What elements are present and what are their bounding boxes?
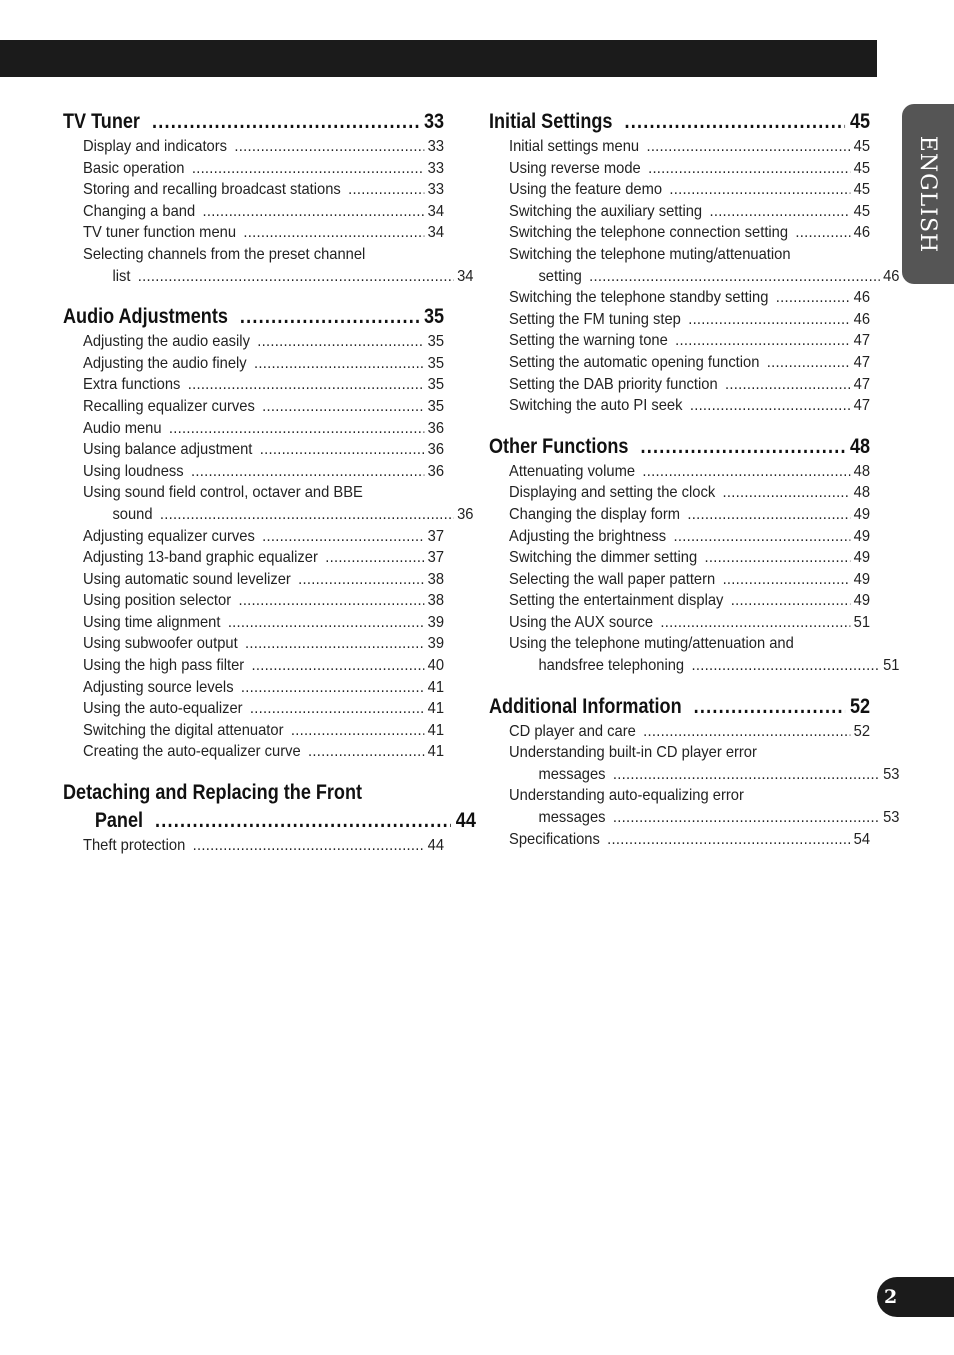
toc-entry[interactable]	[509, 136, 870, 158]
entry-text: Setting the entertainment display	[509, 592, 724, 610]
section-title: Other Functions	[489, 434, 629, 458]
toc-entry[interactable]	[83, 461, 444, 483]
entry-text: Audio menu	[83, 419, 162, 437]
toc-entry[interactable]	[509, 633, 841, 655]
entry-text: Basic operation	[83, 159, 185, 177]
toc-entry[interactable]	[509, 158, 870, 180]
entry-text: Using the AUX source	[509, 613, 654, 631]
entry-page: 37	[427, 549, 445, 567]
leader-dots	[694, 693, 845, 721]
leader-dots	[238, 590, 424, 612]
toc-items	[489, 721, 900, 851]
toc-entry[interactable]	[83, 741, 444, 763]
toc-entry[interactable]	[83, 569, 444, 591]
leader-dots	[308, 741, 424, 763]
leader-dots	[325, 547, 424, 569]
toc-entry[interactable]	[83, 612, 444, 634]
toc-entry[interactable]	[83, 158, 444, 180]
toc-entry[interactable]	[83, 439, 444, 461]
entry-text: Adjusting equalizer curves	[83, 527, 255, 545]
section-title: TV Tuner	[63, 110, 140, 133]
entry-text: Understanding auto-equalizing error	[509, 787, 744, 805]
toc-entry[interactable]	[509, 352, 870, 374]
entry-page: 45	[853, 202, 871, 220]
toc-entry[interactable]	[83, 353, 444, 375]
entry-page: 49	[853, 505, 871, 523]
leader-dots	[191, 461, 424, 483]
leader-dots	[241, 677, 424, 699]
entry-page: 33	[427, 138, 445, 155]
section-title-cont: Panel	[94, 809, 144, 833]
entry-text: Using reverse mode	[509, 159, 641, 177]
entry-page: 48	[853, 484, 871, 502]
toc-entry[interactable]	[509, 547, 870, 569]
toc-entry-cont[interactable]	[509, 764, 899, 786]
leader-dots	[155, 807, 451, 835]
leader-dots	[160, 504, 453, 526]
entry-text: CD player and care	[509, 722, 636, 740]
entry-page: 41	[427, 721, 445, 739]
leader-dots	[202, 201, 423, 223]
leader-dots	[589, 266, 879, 288]
entry-text-cont: handsfree telephoning	[538, 657, 685, 675]
toc-entry[interactable]	[509, 309, 870, 331]
entry-text: Using automatic sound levelizer	[83, 570, 291, 588]
toc-entry[interactable]	[83, 179, 444, 201]
leader-dots	[669, 179, 850, 201]
toc-entry[interactable]	[509, 482, 870, 504]
leader-dots	[642, 461, 850, 483]
toc-entry-cont[interactable]	[83, 504, 473, 526]
entry-page: 35	[427, 333, 445, 351]
entry-text: Adjusting the brightness	[509, 527, 667, 545]
section-page: 44	[455, 809, 476, 833]
entry-text: Extra functions	[83, 376, 181, 394]
entry-page: 36	[427, 462, 445, 480]
entry-text: Understanding built-in CD player error	[509, 744, 757, 762]
section-heading[interactable]	[489, 108, 870, 136]
entry-text: Using loudness	[83, 462, 184, 480]
leader-dots	[723, 482, 850, 504]
toc-entry[interactable]	[509, 287, 870, 309]
leader-dots	[688, 309, 850, 331]
leader-dots	[348, 179, 424, 201]
toc-entry[interactable]	[83, 136, 444, 158]
entry-text: Setting the FM tuning step	[509, 310, 681, 328]
entry-text: Theft protection	[83, 837, 186, 855]
entry-text: Using the telephone muting/attenuation and	[509, 635, 794, 653]
language-tab	[902, 104, 954, 284]
toc-entry[interactable]	[509, 504, 870, 526]
toc-entry-cont[interactable]	[509, 807, 899, 829]
entry-text: Attenuating volume	[509, 462, 636, 480]
section-heading[interactable]	[489, 693, 870, 721]
leader-dots	[795, 222, 850, 244]
toc-entry[interactable]	[509, 569, 870, 591]
section-title: Additional Information	[489, 694, 682, 718]
entry-page: 49	[853, 592, 871, 610]
toc-entry[interactable]	[509, 721, 870, 743]
section-page: 35	[423, 305, 445, 329]
entry-text-cont: sound	[112, 505, 153, 523]
entry-text: Using time alignment	[83, 613, 221, 631]
entry-text: Switching the digital attenuator	[83, 721, 284, 739]
leader-dots	[675, 330, 850, 352]
toc-entry[interactable]	[509, 330, 870, 352]
entry-page: 37	[427, 527, 445, 545]
entry-page: 34	[457, 267, 474, 285]
entry-text: Selecting channels from the preset channel	[83, 245, 366, 263]
toc-entry[interactable]	[83, 720, 444, 742]
section-title: Initial Settings	[489, 110, 613, 133]
entry-page: 41	[427, 700, 445, 718]
entry-text: Switching the telephone connection setting	[509, 224, 789, 242]
entry-text: Changing the display form	[509, 505, 681, 523]
leader-dots	[613, 807, 880, 829]
entry-text: Switching the auxiliary setting	[509, 202, 703, 220]
leader-dots	[690, 395, 850, 417]
section-page: 52	[849, 694, 871, 718]
toc-entry[interactable]	[83, 835, 444, 857]
entry-text: Display and indicators	[83, 138, 228, 155]
toc-items	[63, 835, 444, 857]
entry-page: 34	[427, 224, 445, 242]
entry-page: 46	[883, 267, 900, 285]
section-heading[interactable]	[63, 779, 444, 807]
section-page: 45	[849, 110, 871, 133]
entry-page: 52	[853, 722, 871, 740]
entry-text: Recalling equalizer curves	[83, 397, 255, 415]
toc-section	[63, 779, 476, 857]
leader-dots	[705, 547, 850, 569]
toc-column-left	[63, 108, 476, 873]
entry-text: Selecting the wall paper pattern	[509, 570, 716, 588]
entry-page: 35	[427, 354, 445, 372]
leader-dots	[254, 353, 424, 375]
entry-page: 35	[427, 397, 445, 415]
language-tab-label: ENGLISH	[915, 135, 941, 253]
toc-column-right	[489, 108, 900, 866]
toc-entry[interactable]	[509, 461, 870, 483]
leader-dots	[624, 108, 844, 136]
leader-dots	[234, 136, 424, 158]
section-title: Audio Adjustments	[63, 305, 228, 329]
toc-entry[interactable]	[83, 222, 444, 244]
leader-dots	[257, 331, 424, 353]
toc-entry[interactable]	[83, 244, 415, 266]
leader-dots	[607, 829, 850, 851]
toc-entry[interactable]	[83, 418, 444, 440]
toc-entry[interactable]	[83, 547, 444, 569]
toc-entry[interactable]	[83, 331, 444, 353]
leader-dots	[291, 720, 424, 742]
entry-page: 48	[853, 462, 871, 480]
entry-text: Setting the automatic opening function	[509, 353, 760, 371]
toc-entry[interactable]	[83, 201, 444, 223]
entry-page: 36	[427, 419, 445, 437]
entry-page: 51	[853, 613, 871, 631]
leader-dots	[193, 835, 424, 857]
leader-dots	[228, 612, 424, 634]
leader-dots	[262, 526, 424, 548]
toc-entry-cont[interactable]	[509, 655, 899, 677]
toc-items	[489, 136, 900, 417]
toc-entry[interactable]	[509, 829, 870, 851]
entry-page: 49	[853, 527, 871, 545]
toc-entry[interactable]	[83, 482, 415, 504]
leader-dots	[725, 374, 850, 396]
entry-page: 47	[853, 332, 871, 350]
leader-dots	[138, 266, 454, 288]
entry-text: Using the auto-equalizer	[83, 700, 243, 718]
entry-text: Displaying and setting the clock	[509, 484, 716, 502]
entry-text: Setting the warning tone	[509, 332, 668, 350]
entry-page: 46	[853, 310, 871, 328]
section-page: 48	[849, 434, 871, 458]
leader-dots	[767, 352, 850, 374]
entry-text: Switching the telephone standby setting	[509, 289, 769, 307]
entry-page: 53	[883, 809, 900, 827]
page-number: 2	[884, 1286, 898, 1308]
leader-dots	[613, 764, 880, 786]
toc-entry[interactable]	[509, 612, 870, 634]
toc-items	[63, 136, 474, 287]
toc-entry[interactable]	[509, 785, 841, 807]
toc-entry-cont[interactable]	[83, 266, 473, 288]
toc-entry[interactable]	[509, 201, 870, 223]
leader-dots	[245, 633, 424, 655]
entry-text: Storing and recalling broadcast stations	[83, 181, 341, 199]
entry-page: 47	[853, 375, 871, 393]
entry-text: Using subwoofer output	[83, 635, 238, 653]
entry-page: 39	[427, 635, 445, 653]
entry-page: 49	[853, 570, 871, 588]
toc-section	[63, 303, 474, 763]
entry-text: Using the high pass filter	[83, 657, 245, 675]
leader-dots	[660, 612, 850, 634]
entry-text: Using position selector	[83, 592, 232, 610]
entry-page: 38	[427, 592, 445, 610]
entry-page: 38	[427, 570, 445, 588]
section-heading[interactable]	[489, 433, 870, 461]
toc-section	[489, 108, 900, 417]
entry-text: Using balance adjustment	[83, 441, 253, 459]
toc-entry[interactable]	[509, 395, 870, 417]
entry-page: 49	[853, 549, 871, 567]
entry-text-cont: messages	[538, 809, 606, 827]
entry-text: Changing a band	[83, 202, 196, 220]
entry-text: Adjusting the audio finely	[83, 354, 247, 372]
toc-entry[interactable]	[509, 222, 870, 244]
entry-text: Using the feature demo	[509, 181, 663, 199]
section-heading[interactable]	[63, 108, 444, 136]
entry-text-cont: messages	[538, 765, 606, 783]
leader-dots	[687, 504, 850, 526]
leader-dots	[641, 433, 845, 461]
leader-dots	[240, 303, 419, 331]
toc-entry[interactable]	[83, 655, 444, 677]
entry-page: 45	[853, 138, 871, 155]
leader-dots	[731, 590, 850, 612]
section-heading-cont[interactable]	[63, 807, 476, 835]
leader-dots	[250, 698, 424, 720]
entry-page: 47	[853, 353, 871, 371]
leader-dots	[243, 222, 424, 244]
leader-dots	[643, 721, 850, 743]
entry-page: 40	[427, 657, 445, 675]
entry-page: 33	[427, 159, 445, 177]
entry-text: Setting the DAB priority function	[509, 375, 718, 393]
entry-page: 54	[853, 830, 871, 848]
entry-page: 35	[427, 376, 445, 394]
entry-text: Switching the dimmer setting	[509, 549, 698, 567]
section-title: Detaching and Replacing the Front	[63, 781, 363, 805]
entry-text: Switching the telephone muting/attenuation	[509, 245, 791, 263]
leader-dots	[298, 569, 424, 591]
entry-page: 45	[853, 181, 871, 199]
entry-page: 34	[427, 202, 445, 220]
entry-text: Specifications	[509, 830, 600, 848]
entry-page: 41	[427, 743, 445, 761]
toc-section	[63, 108, 474, 287]
entry-text: Creating the auto-equalizer curve	[83, 743, 301, 761]
toc-entry[interactable]	[83, 590, 444, 612]
toc-entry[interactable]	[83, 396, 444, 418]
toc-entry[interactable]	[509, 526, 870, 548]
leader-dots	[152, 108, 419, 136]
entry-page: 33	[427, 181, 445, 199]
leader-dots	[648, 158, 850, 180]
entry-page: 53	[883, 765, 900, 783]
toc-entry[interactable]	[83, 698, 444, 720]
toc-entry[interactable]	[83, 633, 444, 655]
toc-entry[interactable]	[83, 677, 444, 699]
toc-entry[interactable]	[509, 374, 870, 396]
entry-page: 36	[427, 441, 445, 459]
toc-entry[interactable]	[509, 179, 870, 201]
toc-entry[interactable]	[509, 742, 841, 764]
leader-dots	[188, 374, 424, 396]
entry-text: Adjusting the audio easily	[83, 333, 250, 351]
section-heading[interactable]	[63, 303, 444, 331]
entry-text: Using sound field control, octaver and BBE	[83, 484, 363, 502]
leader-dots	[260, 439, 424, 461]
entry-page: 41	[427, 678, 445, 696]
toc-entry[interactable]	[83, 526, 444, 548]
entry-text: Initial settings menu	[509, 138, 640, 155]
leader-dots	[192, 158, 424, 180]
toc-entry-cont[interactable]	[509, 266, 899, 288]
entry-page: 45	[853, 159, 871, 177]
entry-page: 51	[883, 657, 900, 675]
leader-dots	[673, 526, 849, 548]
toc-entry[interactable]	[509, 590, 870, 612]
toc-section	[489, 693, 900, 851]
leader-dots	[262, 396, 424, 418]
leader-dots	[646, 136, 850, 158]
entry-page: 46	[853, 289, 871, 307]
entry-text: Adjusting 13-band graphic equalizer	[83, 549, 318, 567]
entry-page: 39	[427, 613, 445, 631]
header-bar	[0, 40, 877, 77]
toc-items	[489, 461, 900, 677]
entry-page: 46	[853, 224, 871, 242]
entry-text-cont: setting	[538, 267, 582, 285]
leader-dots	[776, 287, 850, 309]
leader-dots	[709, 201, 850, 223]
section-page: 33	[423, 110, 445, 133]
leader-dots	[252, 655, 424, 677]
toc-items	[63, 331, 474, 763]
entry-text: Switching the auto PI seek	[509, 397, 683, 415]
leader-dots	[169, 418, 424, 440]
entry-text: TV tuner function menu	[83, 224, 237, 242]
entry-page: 36	[457, 505, 474, 523]
entry-text: Adjusting source levels	[83, 678, 234, 696]
entry-text-cont: list	[112, 267, 131, 285]
leader-dots	[691, 655, 879, 677]
toc-entry[interactable]	[509, 244, 841, 266]
toc-section	[489, 433, 900, 677]
toc-entry[interactable]	[83, 374, 444, 396]
page-number-badge	[877, 1277, 954, 1317]
entry-page: 44	[427, 837, 445, 855]
entry-page: 47	[853, 397, 871, 415]
leader-dots	[723, 569, 850, 591]
